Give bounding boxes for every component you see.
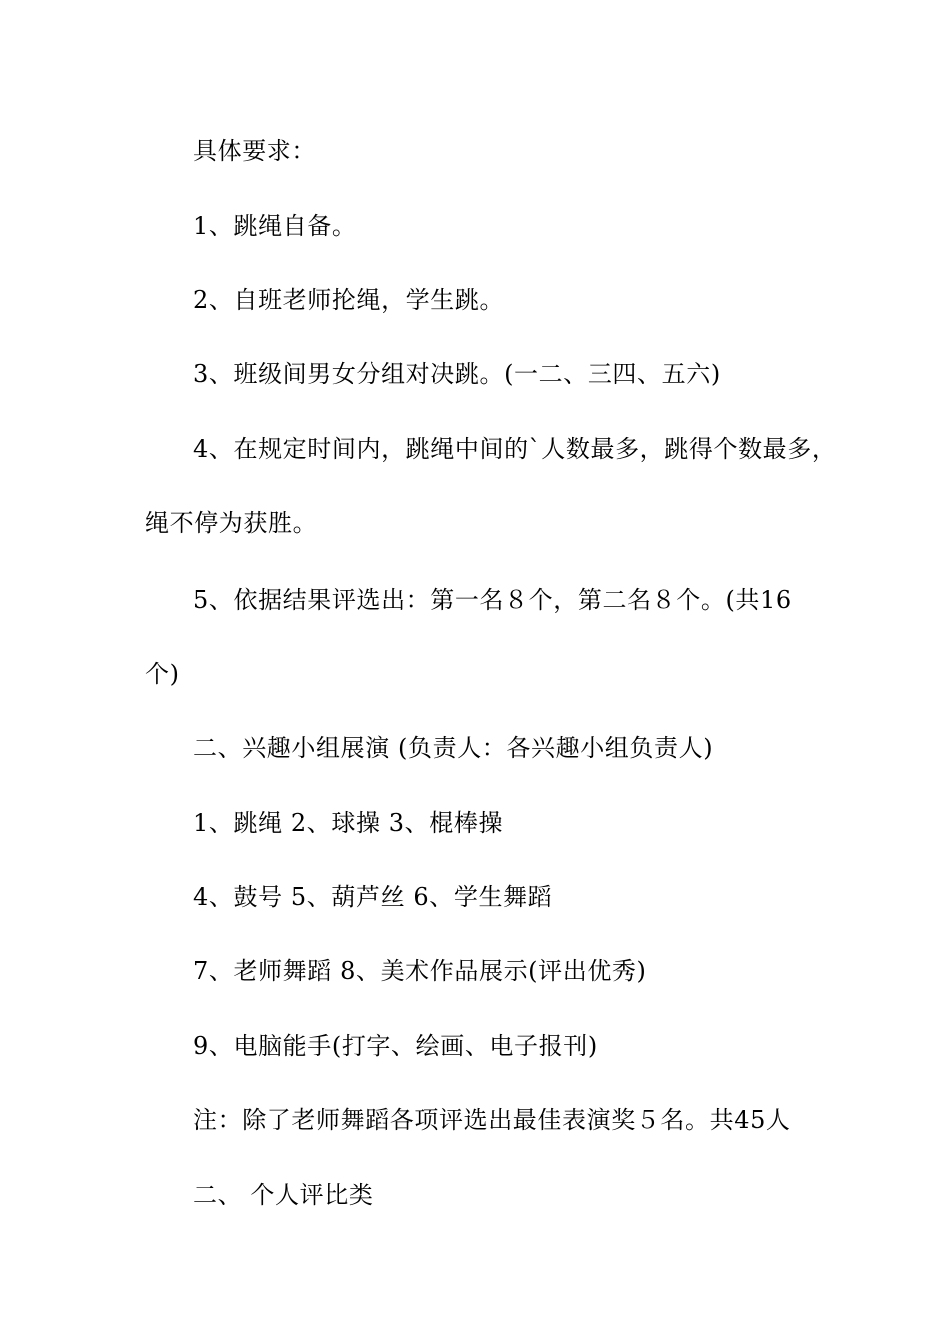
interest-group-list-line-1: 1、跳绳 2、球操 3、棍棒操 [193,809,504,837]
requirement-item-4-continued: 绳不停为获胜。 [145,509,318,537]
requirement-item-5: 5、依据结果评选出：第一名８个，第二名８个。(共16 [193,586,792,614]
section-heading-interest-groups: 二、兴趣小组展演 (负责人：各兴趣小组负责人) [193,734,714,762]
requirement-item-4: 4、在规定时间内，跳绳中间的`人数最多，跳得个数最多， [193,435,837,463]
note-line: 注：除了老师舞蹈各项评选出最佳表演奖５名。共45人 [193,1106,791,1134]
interest-group-list-line-4: 9、电脑能手(打字、绘画、电子报刊) [193,1032,598,1060]
requirement-item-2: 2、自班老师抡绳，学生跳。 [193,286,505,314]
interest-group-list-line-3: 7、老师舞蹈 8、美术作品展示(评出优秀) [193,957,647,985]
requirement-item-3: 3、班级间男女分组对决跳。(一二、三四、五六) [193,360,721,388]
interest-group-list-line-2: 4、鼓号 5、葫芦丝 6、学生舞蹈 [193,883,553,911]
section-heading-individual: 二、 个人评比类 [193,1181,374,1209]
requirements-heading: 具体要求： [193,137,316,165]
requirement-item-1: 1、跳绳自备。 [193,212,357,240]
requirement-item-5-continued: 个) [145,660,180,688]
